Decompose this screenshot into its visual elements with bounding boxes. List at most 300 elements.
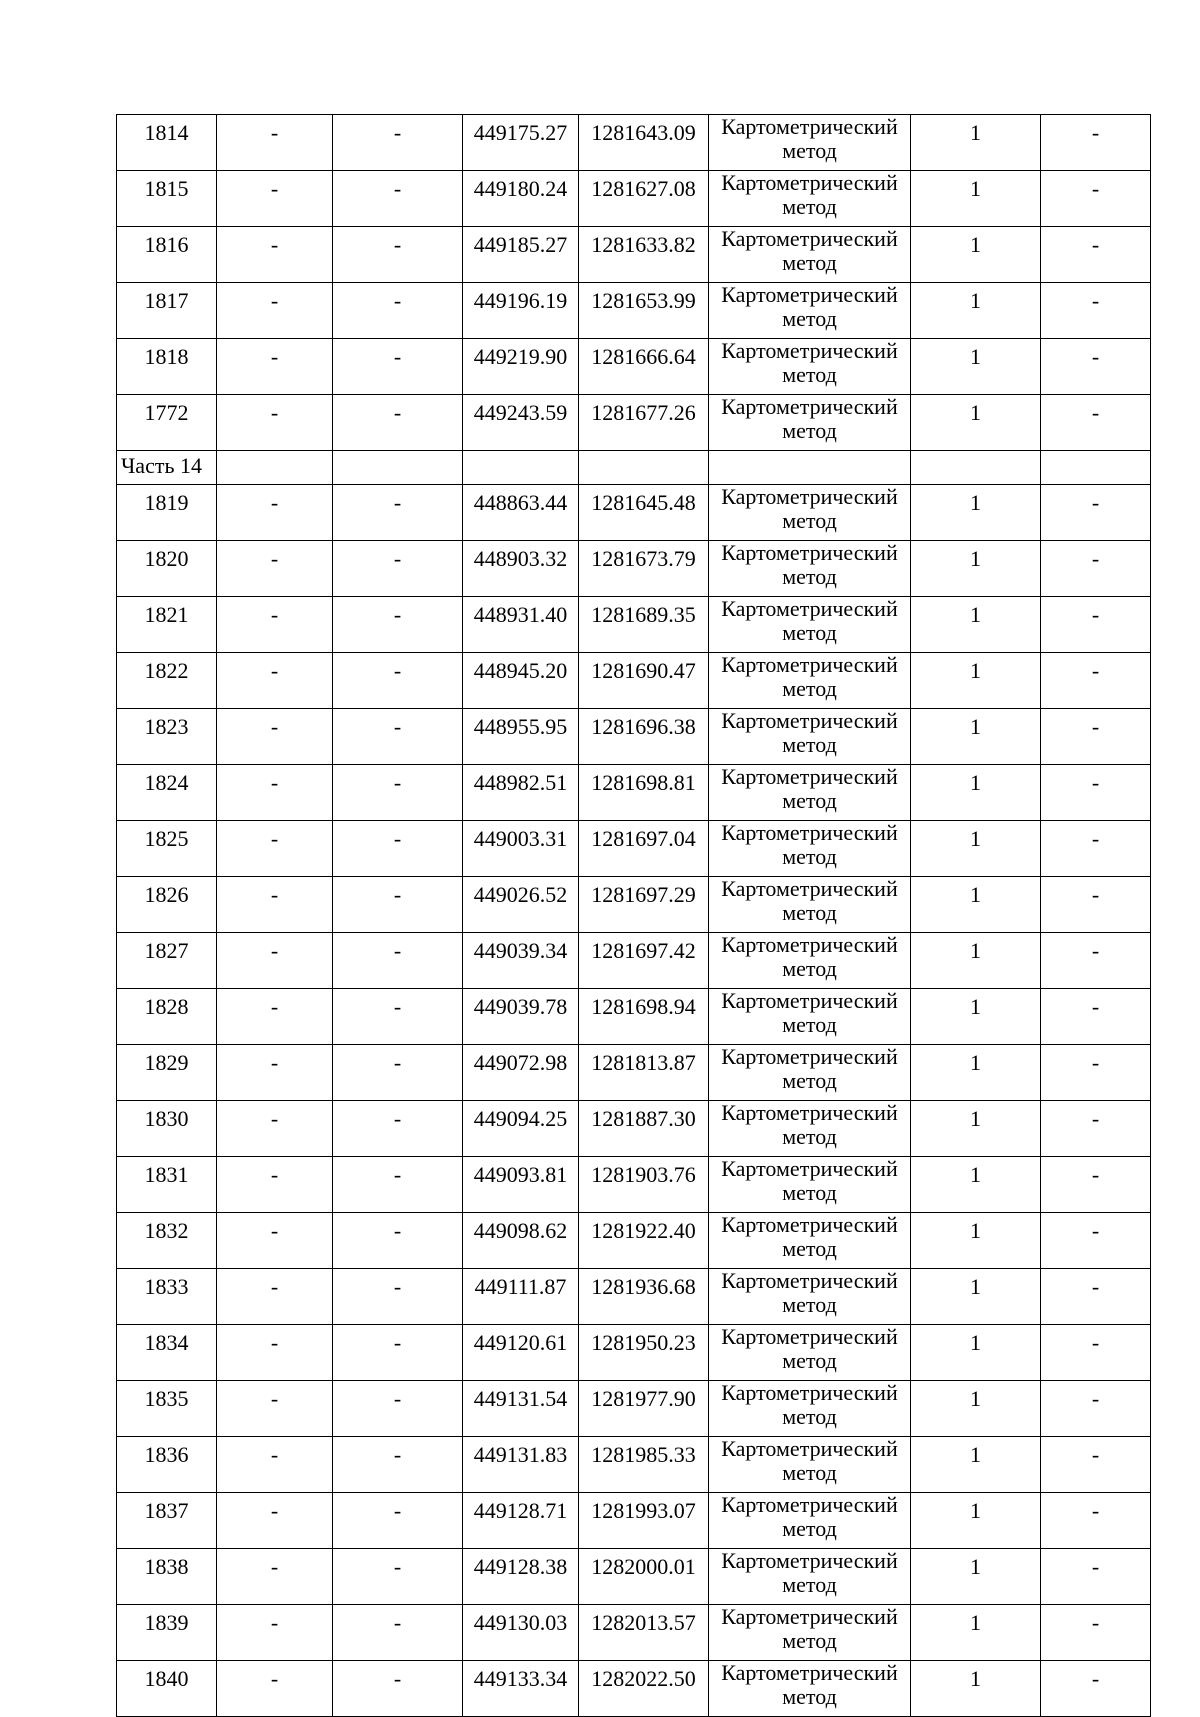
coord-y: 1281677.26 (579, 395, 709, 451)
dash-cell: - (1041, 1325, 1151, 1381)
accuracy-value: 1 (911, 1437, 1041, 1493)
method-cell (709, 339, 911, 395)
dash-cell: - (217, 709, 333, 765)
method-cell (709, 1325, 911, 1381)
point-number: 1824 (117, 765, 217, 821)
table-row (117, 1157, 1151, 1213)
coord-y: 1281697.29 (579, 877, 709, 933)
method-text: Картометрический (721, 1660, 898, 1685)
coord-x: 449026.52 (463, 877, 579, 933)
accuracy-value: 1 (911, 1381, 1041, 1437)
accuracy-value: 1 (911, 765, 1041, 821)
coord-x: 448903.32 (463, 541, 579, 597)
coord-y: 1281993.07 (579, 1493, 709, 1549)
table-row (117, 1493, 1151, 1549)
method-text: Картометрический (721, 876, 898, 901)
method-text: Картометрический (721, 282, 898, 307)
method-cell (709, 933, 911, 989)
method-text: метод (782, 138, 837, 163)
table-row (117, 709, 1151, 765)
method-text: метод (782, 362, 837, 387)
point-number: 1831 (117, 1157, 217, 1213)
method-text: метод (782, 1124, 837, 1149)
dash-cell: - (333, 115, 463, 171)
method-cell (709, 1437, 911, 1493)
coord-y: 1281627.08 (579, 171, 709, 227)
accuracy-value: 1 (911, 1493, 1041, 1549)
method-text: метод (782, 508, 837, 533)
dash-cell: - (217, 597, 333, 653)
table-row (117, 395, 1151, 451)
method-text: метод (782, 1180, 837, 1205)
table-row (117, 597, 1151, 653)
dash-cell: - (217, 1269, 333, 1325)
method-text: Картометрический (721, 1156, 898, 1181)
dash-cell: - (333, 877, 463, 933)
coord-x: 449098.62 (463, 1213, 579, 1269)
coord-x: 449130.03 (463, 1605, 579, 1661)
dash-cell: - (1041, 1549, 1151, 1605)
table-row (117, 115, 1151, 171)
method-cell (709, 227, 911, 283)
coord-y: 1281633.82 (579, 227, 709, 283)
accuracy-value: 1 (911, 485, 1041, 541)
empty-cell (463, 451, 579, 485)
coord-x: 448982.51 (463, 765, 579, 821)
dash-cell: - (1041, 115, 1151, 171)
accuracy-value: 1 (911, 1157, 1041, 1213)
method-text: Картометрический (721, 652, 898, 677)
method-cell (709, 1493, 911, 1549)
dash-cell: - (333, 1101, 463, 1157)
point-number: 1817 (117, 283, 217, 339)
dash-cell: - (1041, 485, 1151, 541)
point-number: 1823 (117, 709, 217, 765)
coord-y: 1281977.90 (579, 1381, 709, 1437)
method-text: Картометрический (721, 484, 898, 509)
method-text: метод (782, 1012, 837, 1037)
coord-y: 1281887.30 (579, 1101, 709, 1157)
dash-cell: - (1041, 933, 1151, 989)
point-number: 1826 (117, 877, 217, 933)
table-row (117, 1045, 1151, 1101)
coord-y: 1281698.81 (579, 765, 709, 821)
point-number: 1816 (117, 227, 217, 283)
dash-cell: - (217, 283, 333, 339)
point-number: 1838 (117, 1549, 217, 1605)
dash-cell: - (217, 933, 333, 989)
point-number: 1839 (117, 1605, 217, 1661)
coord-y: 1281950.23 (579, 1325, 709, 1381)
coord-y: 1281697.04 (579, 821, 709, 877)
point-number: 1825 (117, 821, 217, 877)
method-text: Картометрический (721, 820, 898, 845)
dash-cell: - (217, 1213, 333, 1269)
method-cell (709, 115, 911, 171)
point-number: 1834 (117, 1325, 217, 1381)
method-cell (709, 541, 911, 597)
dash-cell: - (1041, 1045, 1151, 1101)
dash-cell: - (1041, 171, 1151, 227)
point-number: 1835 (117, 1381, 217, 1437)
coord-y: 1281690.47 (579, 653, 709, 709)
table-row (117, 339, 1151, 395)
coord-x: 448863.44 (463, 485, 579, 541)
coord-y: 1281813.87 (579, 1045, 709, 1101)
dash-cell: - (1041, 709, 1151, 765)
method-cell (709, 1213, 911, 1269)
dash-cell: - (1041, 1661, 1151, 1717)
coord-y: 1281666.64 (579, 339, 709, 395)
dash-cell: - (1041, 283, 1151, 339)
accuracy-value: 1 (911, 1213, 1041, 1269)
table-row (117, 541, 1151, 597)
coord-x: 449111.87 (463, 1269, 579, 1325)
method-text: Картометрический (721, 708, 898, 733)
method-cell (709, 709, 911, 765)
method-text: метод (782, 306, 837, 331)
dash-cell: - (217, 765, 333, 821)
table-row (117, 283, 1151, 339)
method-text: метод (782, 1236, 837, 1261)
coordinates-table (116, 114, 1151, 1717)
coord-x: 449128.38 (463, 1549, 579, 1605)
method-text: метод (782, 1572, 837, 1597)
dash-cell: - (1041, 1101, 1151, 1157)
accuracy-value: 1 (911, 1549, 1041, 1605)
point-number: 1829 (117, 1045, 217, 1101)
dash-cell: - (333, 821, 463, 877)
table-row (117, 1325, 1151, 1381)
coord-x: 449219.90 (463, 339, 579, 395)
method-cell (709, 1101, 911, 1157)
coord-x: 449039.78 (463, 989, 579, 1045)
method-text: Картометрический (721, 1044, 898, 1069)
method-cell (709, 989, 911, 1045)
method-cell (709, 171, 911, 227)
dash-cell: - (1041, 653, 1151, 709)
coord-x: 449185.27 (463, 227, 579, 283)
table-row (117, 877, 1151, 933)
dash-cell: - (1041, 227, 1151, 283)
dash-cell: - (1041, 989, 1151, 1045)
dash-cell: - (1041, 339, 1151, 395)
dash-cell: - (333, 171, 463, 227)
dash-cell: - (1041, 765, 1151, 821)
dash-cell: - (333, 597, 463, 653)
dash-cell: - (217, 1381, 333, 1437)
dash-cell: - (217, 1101, 333, 1157)
method-text: метод (782, 418, 837, 443)
coord-y: 1281903.76 (579, 1157, 709, 1213)
coord-y: 1281698.94 (579, 989, 709, 1045)
method-text: метод (782, 194, 837, 219)
coord-x: 449072.98 (463, 1045, 579, 1101)
dash-cell: - (217, 1493, 333, 1549)
coord-y: 1281643.09 (579, 115, 709, 171)
method-text: метод (782, 1404, 837, 1429)
coord-y: 1282013.57 (579, 1605, 709, 1661)
method-cell (709, 283, 911, 339)
accuracy-value: 1 (911, 1101, 1041, 1157)
method-text: Картометрический (721, 1380, 898, 1405)
method-cell (709, 1381, 911, 1437)
method-text: Картометрический (721, 1604, 898, 1629)
dash-cell: - (333, 1493, 463, 1549)
point-number: 1815 (117, 171, 217, 227)
table-body (117, 115, 1151, 1717)
method-text: метод (782, 732, 837, 757)
method-cell (709, 485, 911, 541)
method-text: Картометрический (721, 170, 898, 195)
table-row (117, 1101, 1151, 1157)
coord-y: 1281653.99 (579, 283, 709, 339)
accuracy-value: 1 (911, 227, 1041, 283)
dash-cell: - (217, 1549, 333, 1605)
dash-cell: - (333, 395, 463, 451)
method-text: метод (782, 1292, 837, 1317)
empty-cell (333, 451, 463, 485)
method-text: метод (782, 250, 837, 275)
dash-cell: - (217, 989, 333, 1045)
method-text: Картометрический (721, 394, 898, 419)
dash-cell: - (217, 395, 333, 451)
table-row (117, 171, 1151, 227)
accuracy-value: 1 (911, 1269, 1041, 1325)
dash-cell: - (1041, 395, 1151, 451)
dash-cell: - (333, 1437, 463, 1493)
coord-x: 449180.24 (463, 171, 579, 227)
point-number: 1828 (117, 989, 217, 1045)
method-cell (709, 1045, 911, 1101)
dash-cell: - (217, 1045, 333, 1101)
dash-cell: - (333, 1661, 463, 1717)
dash-cell: - (1041, 1381, 1151, 1437)
point-number: 1772 (117, 395, 217, 451)
coord-x: 448945.20 (463, 653, 579, 709)
point-number: 1830 (117, 1101, 217, 1157)
coord-y: 1281697.42 (579, 933, 709, 989)
coord-y: 1281673.79 (579, 541, 709, 597)
dash-cell: - (217, 1661, 333, 1717)
empty-cell (217, 451, 333, 485)
dash-cell: - (333, 765, 463, 821)
dash-cell: - (333, 1549, 463, 1605)
dash-cell: - (217, 1605, 333, 1661)
dash-cell: - (1041, 1437, 1151, 1493)
coord-y: 1281922.40 (579, 1213, 709, 1269)
empty-cell (911, 451, 1041, 485)
method-text: метод (782, 844, 837, 869)
point-number: 1820 (117, 541, 217, 597)
method-text: Картометрический (721, 764, 898, 789)
dash-cell: - (217, 485, 333, 541)
part-header-row (117, 451, 1151, 485)
dash-cell: - (333, 709, 463, 765)
method-text: Картометрический (721, 1436, 898, 1461)
method-text: метод (782, 900, 837, 925)
method-cell (709, 1157, 911, 1213)
dash-cell: - (1041, 1605, 1151, 1661)
method-text: метод (782, 956, 837, 981)
dash-cell: - (333, 1269, 463, 1325)
accuracy-value: 1 (911, 1045, 1041, 1101)
table-row (117, 989, 1151, 1045)
method-cell (709, 1549, 911, 1605)
table-row (117, 653, 1151, 709)
method-text: метод (782, 1460, 837, 1485)
point-number: 1819 (117, 485, 217, 541)
dash-cell: - (333, 1213, 463, 1269)
coord-x: 449120.61 (463, 1325, 579, 1381)
method-text: Картометрический (721, 1268, 898, 1293)
accuracy-value: 1 (911, 1661, 1041, 1717)
table-row (117, 933, 1151, 989)
accuracy-value: 1 (911, 989, 1041, 1045)
accuracy-value: 1 (911, 395, 1041, 451)
method-text: Картометрический (721, 1548, 898, 1573)
dash-cell: - (217, 1437, 333, 1493)
dash-cell: - (333, 1157, 463, 1213)
table-row (117, 1661, 1151, 1717)
accuracy-value: 1 (911, 821, 1041, 877)
method-text: Картометрический (721, 932, 898, 957)
empty-cell (579, 451, 709, 485)
method-text: метод (782, 1068, 837, 1093)
part-label: Часть 14 (117, 451, 217, 485)
accuracy-value: 1 (911, 115, 1041, 171)
point-number: 1836 (117, 1437, 217, 1493)
method-text: Картометрический (721, 114, 898, 139)
method-text: Картометрический (721, 596, 898, 621)
accuracy-value: 1 (911, 1605, 1041, 1661)
coord-x: 448955.95 (463, 709, 579, 765)
coord-x: 449094.25 (463, 1101, 579, 1157)
table-row (117, 227, 1151, 283)
accuracy-value: 1 (911, 709, 1041, 765)
table-row (117, 765, 1151, 821)
method-text: метод (782, 1628, 837, 1653)
accuracy-value: 1 (911, 877, 1041, 933)
dash-cell: - (217, 339, 333, 395)
coord-y: 1281936.68 (579, 1269, 709, 1325)
accuracy-value: 1 (911, 541, 1041, 597)
coord-x: 449093.81 (463, 1157, 579, 1213)
dash-cell: - (333, 485, 463, 541)
point-number: 1837 (117, 1493, 217, 1549)
method-cell (709, 395, 911, 451)
accuracy-value: 1 (911, 933, 1041, 989)
table-row (117, 1549, 1151, 1605)
dash-cell: - (1041, 821, 1151, 877)
method-cell (709, 877, 911, 933)
dash-cell: - (1041, 541, 1151, 597)
dash-cell: - (1041, 1269, 1151, 1325)
method-text: Картометрический (721, 226, 898, 251)
table-row (117, 821, 1151, 877)
table-row (117, 1437, 1151, 1493)
method-cell (709, 821, 911, 877)
dash-cell: - (1041, 597, 1151, 653)
coord-y: 1281689.35 (579, 597, 709, 653)
dash-cell: - (333, 1605, 463, 1661)
method-text: метод (782, 620, 837, 645)
dash-cell: - (333, 989, 463, 1045)
dash-cell: - (333, 933, 463, 989)
coord-x: 449133.34 (463, 1661, 579, 1717)
coord-x: 449243.59 (463, 395, 579, 451)
method-text: метод (782, 788, 837, 813)
dash-cell: - (1041, 877, 1151, 933)
dash-cell: - (217, 171, 333, 227)
point-number: 1821 (117, 597, 217, 653)
coord-y: 1282022.50 (579, 1661, 709, 1717)
dash-cell: - (1041, 1213, 1151, 1269)
method-text: метод (782, 1516, 837, 1541)
point-number: 1814 (117, 115, 217, 171)
dash-cell: - (217, 877, 333, 933)
point-number: 1840 (117, 1661, 217, 1717)
dash-cell: - (217, 1157, 333, 1213)
method-cell (709, 653, 911, 709)
accuracy-value: 1 (911, 339, 1041, 395)
dash-cell: - (333, 653, 463, 709)
coord-x: 449131.83 (463, 1437, 579, 1493)
coord-x: 449175.27 (463, 115, 579, 171)
point-number: 1818 (117, 339, 217, 395)
method-text: Картометрический (721, 1100, 898, 1125)
dash-cell: - (333, 283, 463, 339)
dash-cell: - (333, 339, 463, 395)
coord-x: 449128.71 (463, 1493, 579, 1549)
dash-cell: - (333, 541, 463, 597)
table-row (117, 1269, 1151, 1325)
table-row (117, 485, 1151, 541)
coord-y: 1281645.48 (579, 485, 709, 541)
point-number: 1833 (117, 1269, 217, 1325)
coord-x: 448931.40 (463, 597, 579, 653)
method-text: Картометрический (721, 1324, 898, 1349)
dash-cell: - (1041, 1493, 1151, 1549)
method-text: Картометрический (721, 1212, 898, 1237)
dash-cell: - (333, 1325, 463, 1381)
empty-cell (1041, 451, 1151, 485)
point-number: 1822 (117, 653, 217, 709)
method-text: Картометрический (721, 988, 898, 1013)
dash-cell: - (217, 1325, 333, 1381)
method-cell (709, 597, 911, 653)
dash-cell: - (1041, 1157, 1151, 1213)
method-cell (709, 1661, 911, 1717)
accuracy-value: 1 (911, 283, 1041, 339)
method-text: Картометрический (721, 338, 898, 363)
method-text: Картометрический (721, 540, 898, 565)
table-row (117, 1381, 1151, 1437)
dash-cell: - (217, 115, 333, 171)
dash-cell: - (333, 227, 463, 283)
dash-cell: - (217, 821, 333, 877)
coord-y: 1282000.01 (579, 1549, 709, 1605)
method-text: Картометрический (721, 1492, 898, 1517)
coord-x: 449196.19 (463, 283, 579, 339)
coord-x: 449131.54 (463, 1381, 579, 1437)
accuracy-value: 1 (911, 653, 1041, 709)
coord-y: 1281696.38 (579, 709, 709, 765)
accuracy-value: 1 (911, 171, 1041, 227)
method-text: метод (782, 1348, 837, 1373)
dash-cell: - (333, 1045, 463, 1101)
coord-x: 449039.34 (463, 933, 579, 989)
